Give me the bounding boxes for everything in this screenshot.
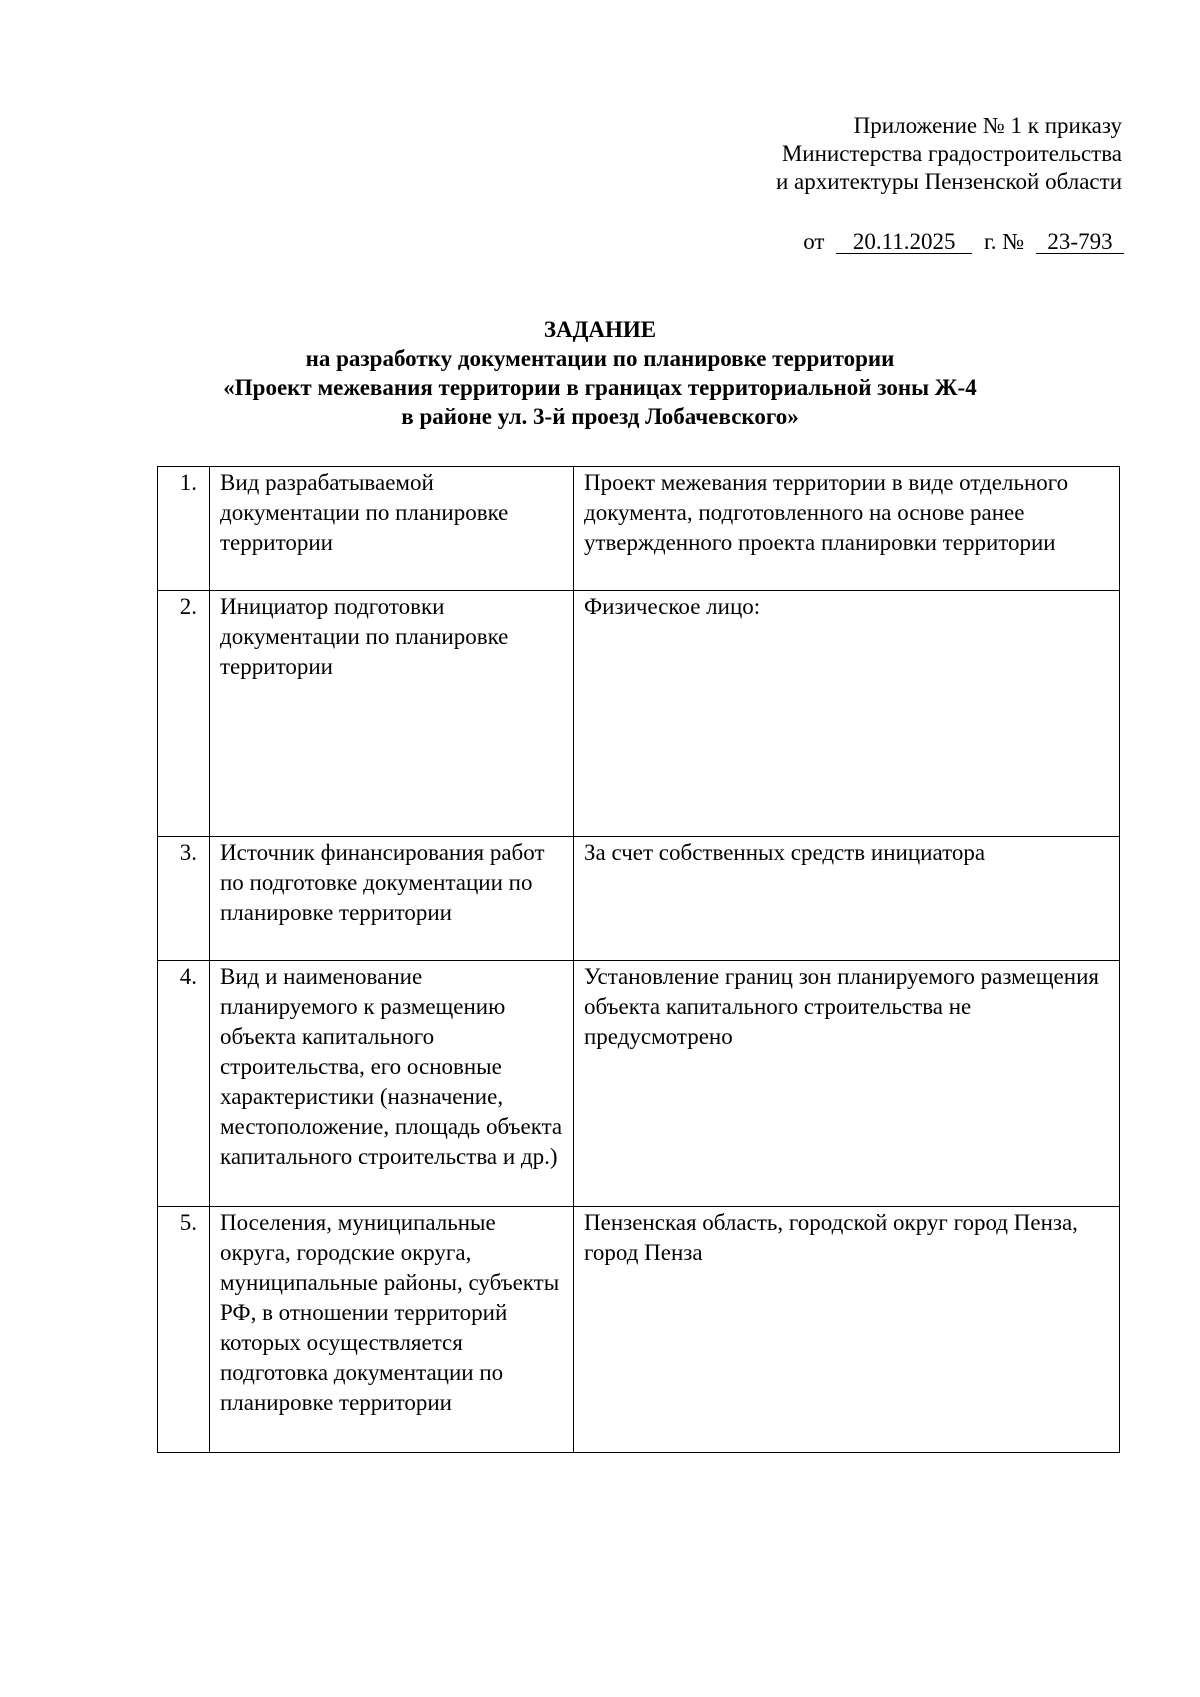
order-number-label: № <box>1002 229 1025 254</box>
table-row <box>158 837 1120 961</box>
table-row <box>158 1207 1120 1453</box>
appendix-header <box>776 112 1122 196</box>
row-label: Поселения, муниципальные округа, городские округа, муниципальные районы, субъекты РФ, в отношении территорий которых осуществляется подготовка документации по планировке территории <box>210 1207 574 1453</box>
order-reference <box>803 228 1124 256</box>
document-title <box>0 315 1200 431</box>
row-number: 1. <box>158 467 210 591</box>
table-row <box>158 961 1120 1207</box>
row-label: Вид и наименование планируемого к размещению объекта капитального строительства, его основные характеристики (назначение, местоположение, площадь объекта капитального строительства и др.) <box>210 961 574 1207</box>
row-number: 3. <box>158 837 210 961</box>
title-line: «Проект межевания территории в границах территориальной зоны Ж-4 <box>223 375 977 400</box>
appendix-line: Министерства градостроительства <box>781 141 1122 166</box>
row-label: Вид разрабатываемой документации по планировке территории <box>210 467 574 591</box>
order-year-suffix: г. <box>983 229 997 254</box>
row-value: Физическое лицо: <box>574 591 1120 837</box>
task-table <box>157 466 1120 1453</box>
title-line: на разработку документации по планировке территории <box>305 346 895 371</box>
row-label: Инициатор подготовки документации по планировке территории <box>210 591 574 837</box>
title-line: в районе ул. 3-й проезд Лобачевского» <box>401 404 799 429</box>
appendix-line: и архитектуры Пензенской области <box>775 169 1122 194</box>
order-from-label: от <box>803 229 825 254</box>
row-number: 5. <box>158 1207 210 1453</box>
row-label: Источник финансирования работ по подготовке документации по планировке территории <box>210 837 574 961</box>
row-number: 2. <box>158 591 210 837</box>
row-number: 4. <box>158 961 210 1207</box>
order-date: 20.11.2025 <box>836 231 972 254</box>
row-value: Установление границ зон планируемого размещения объекта капитального строительства не предусмотрено <box>574 961 1120 1207</box>
order-number: 23-793 <box>1036 231 1124 254</box>
row-value: За счет собственных средств инициатора <box>574 837 1120 961</box>
table-row <box>158 591 1120 837</box>
appendix-line: Приложение № 1 к приказу <box>853 113 1122 138</box>
table-row <box>158 467 1120 591</box>
row-value: Проект межевания территории в виде отдельного документа, подготовленного на основе ранее утвержденного проекта планировки территории <box>574 467 1120 591</box>
title-heading: ЗАДАНИЕ <box>543 317 657 342</box>
row-value: Пензенская область, городской округ город Пенза, город Пенза <box>574 1207 1120 1453</box>
